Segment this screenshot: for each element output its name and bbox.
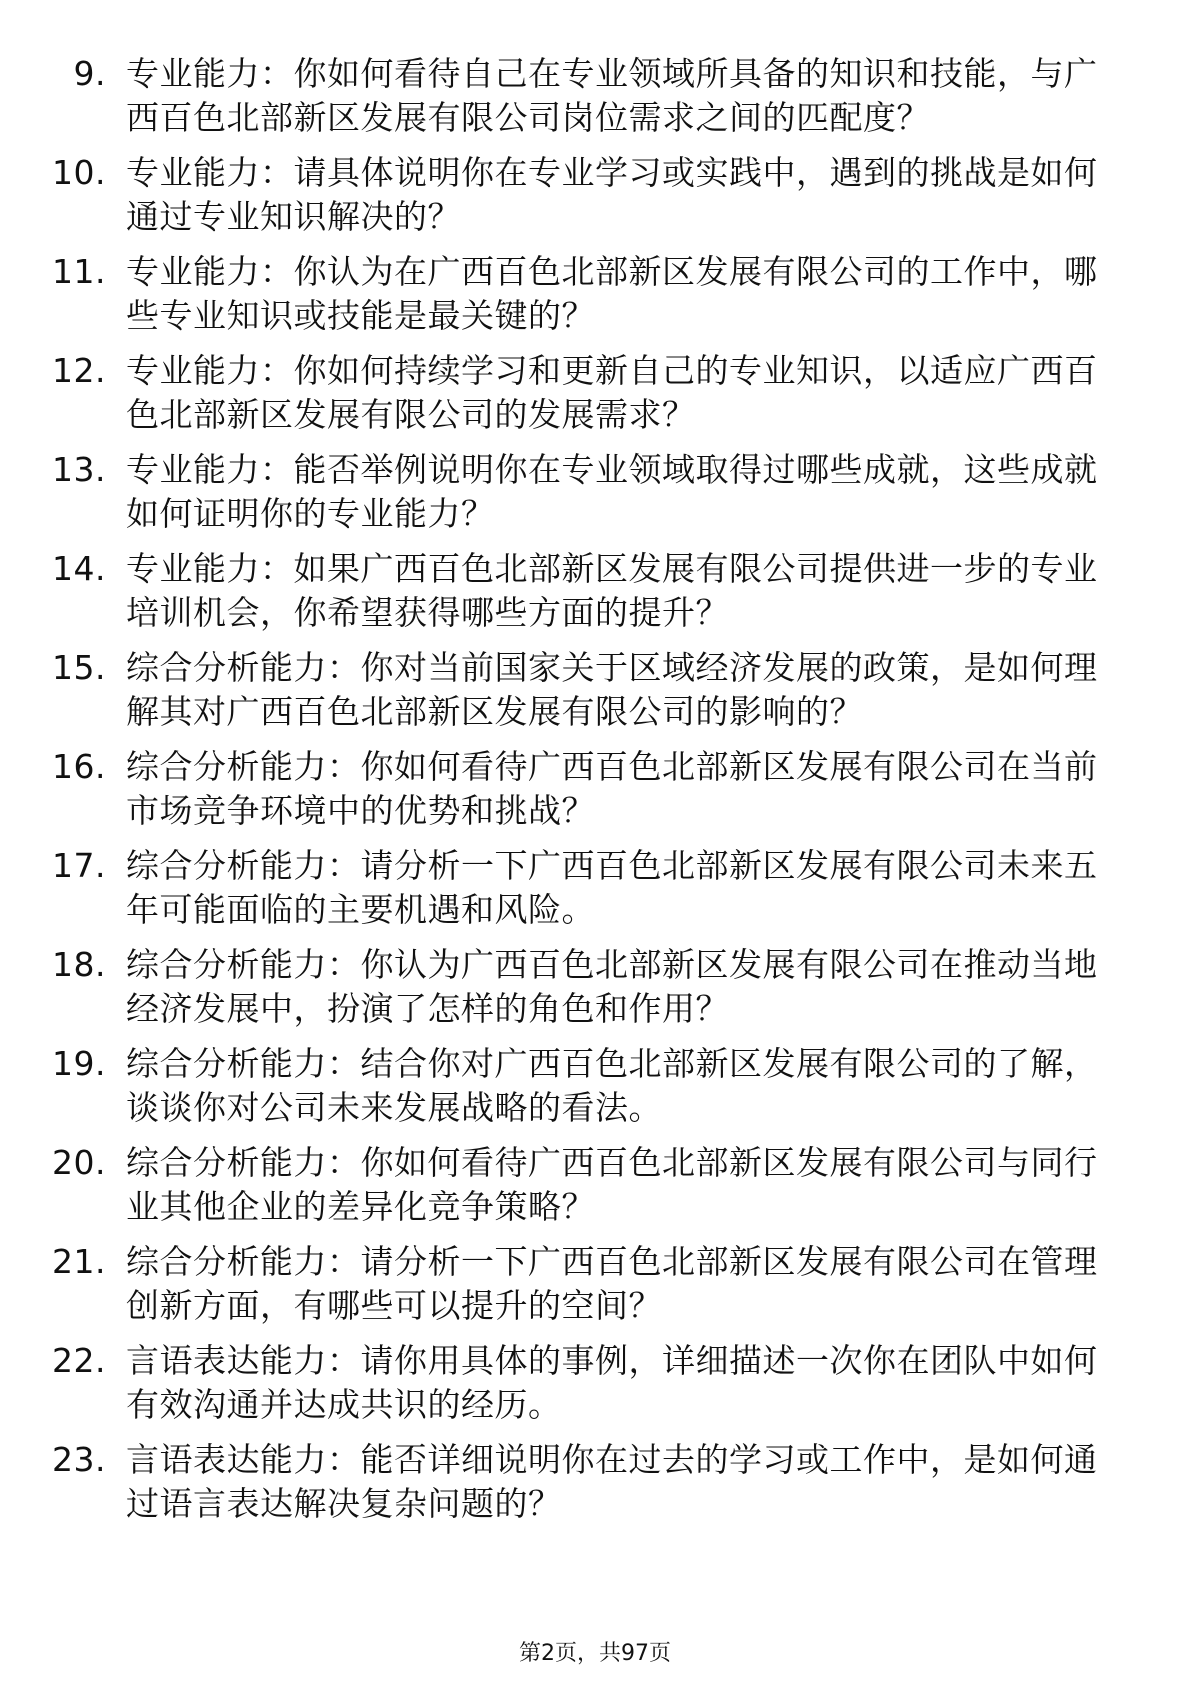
question-text: 综合分析能力：结合你对广西百色北部新区发展有限公司的了解，谈谈你对公司未来发展战略的看法。: [126, 1044, 1098, 1127]
question-text: 综合分析能力：你如何看待广西百色北部新区发展有限公司在当前市场竞争环境中的优势和挑战？: [126, 747, 1098, 830]
list-item: [50, 547, 1110, 635]
question-number: 14.: [52, 549, 106, 588]
page-footer: 第2页，共97页: [519, 1641, 671, 1666]
question-text: 综合分析能力：请分析一下广西百色北部新区发展有限公司在管理创新方面，有哪些可以提升的空间？: [126, 1242, 1098, 1325]
question-number: 18.: [52, 945, 106, 984]
list-item: [50, 1240, 1110, 1328]
list-item: [50, 844, 1110, 932]
question-number: 16.: [52, 747, 106, 786]
list-item: [50, 448, 1110, 536]
question-text: 专业能力：你认为在广西百色北部新区发展有限公司的工作中，哪些专业知识或技能是最关键的？: [126, 252, 1098, 335]
list-item: [50, 745, 1110, 833]
question-number: 23.: [52, 1440, 106, 1479]
question-text: 综合分析能力：你对当前国家关于区域经济发展的政策，是如何理解其对广西百色北部新区发展有限公司的影响的？: [126, 648, 1098, 731]
question-number: 21.: [52, 1242, 106, 1281]
question-text: 专业能力：请具体说明你在专业学习或实践中，遇到的挑战是如何通过专业知识解决的？: [126, 153, 1098, 236]
question-text: 综合分析能力：请分析一下广西百色北部新区发展有限公司未来五年可能面临的主要机遇和风险。: [126, 846, 1098, 929]
question-number: 15.: [52, 648, 106, 687]
list-item: [50, 52, 1110, 140]
list-item: [50, 250, 1110, 338]
question-text: 言语表达能力：能否详细说明你在过去的学习或工作中，是如何通过语言表达解决复杂问题的？: [126, 1440, 1098, 1523]
question-number: 17.: [52, 846, 106, 885]
list-item: [50, 1438, 1110, 1526]
list-item: [50, 943, 1110, 1031]
list-item: [50, 349, 1110, 437]
question-number: 10.: [52, 153, 106, 192]
list-item: [50, 1339, 1110, 1427]
question-text: 综合分析能力：你如何看待广西百色北部新区发展有限公司与同行业其他企业的差异化竞争策略？: [126, 1143, 1098, 1226]
list-item: [50, 646, 1110, 734]
question-number: 9.: [73, 54, 106, 93]
question-number: 13.: [52, 450, 106, 489]
list-item: [50, 1042, 1110, 1130]
question-number: 20.: [52, 1143, 106, 1182]
list-item: [50, 1141, 1110, 1229]
question-text: 言语表达能力：请你用具体的事例，详细描述一次你在团队中如何有效沟通并达成共识的经历。: [126, 1341, 1098, 1424]
question-text: 专业能力：你如何持续学习和更新自己的专业知识，以适应广西百色北部新区发展有限公司的发展需求？: [126, 351, 1098, 434]
question-text: 专业能力：能否举例说明你在专业领域取得过哪些成就，这些成就如何证明你的专业能力？: [126, 450, 1098, 533]
question-list: [50, 52, 1110, 1537]
question-number: 19.: [52, 1044, 106, 1083]
list-item: [50, 151, 1110, 239]
question-number: 22.: [52, 1341, 106, 1380]
question-number: 12.: [52, 351, 106, 390]
question-text: 综合分析能力：你认为广西百色北部新区发展有限公司在推动当地经济发展中，扮演了怎样的角色和作用？: [126, 945, 1098, 1028]
question-text: 专业能力：如果广西百色北部新区发展有限公司提供进一步的专业培训机会，你希望获得哪些方面的提升？: [126, 549, 1098, 632]
question-number: 11.: [52, 252, 106, 291]
question-text: 专业能力：你如何看待自己在专业领域所具备的知识和技能，与广西百色北部新区发展有限公司岗位需求之间的匹配度？: [126, 54, 1098, 137]
